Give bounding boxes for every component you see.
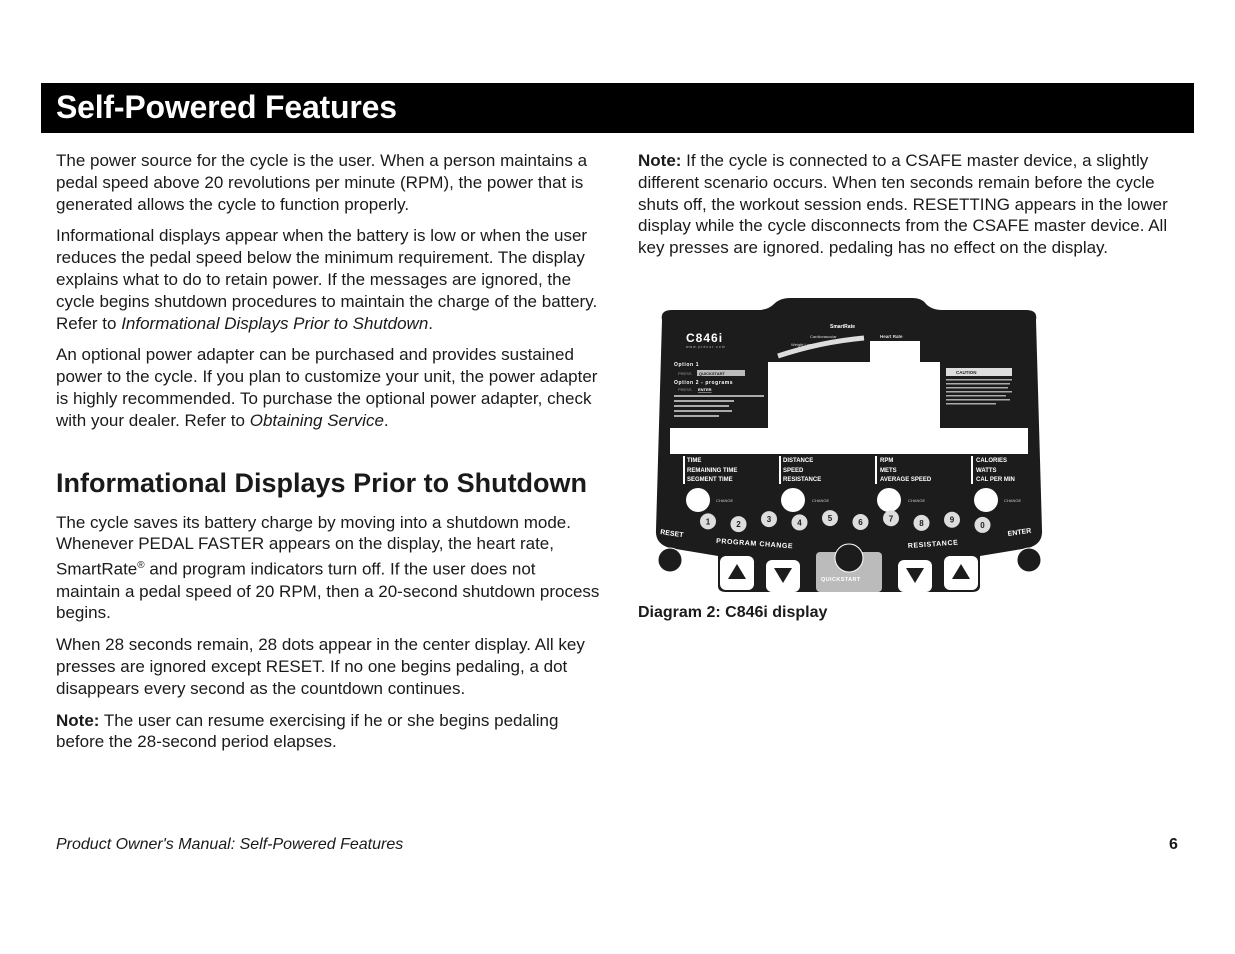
number-key-label: 6 (858, 518, 863, 528)
stat-segment-time: SEGMENT TIME (687, 477, 733, 483)
resistance-label: RESISTANCE (907, 539, 959, 550)
page-number: 6 (1169, 836, 1178, 853)
cardiovascular-label: Cardiovascular (810, 334, 837, 339)
program-change-label: PROGRAM CHANGE (715, 538, 794, 551)
paragraph-countdown: When 28 seconds remain, 28 dots appear in the center display. All key presses are ignored except RESET. If no one begins pedaling, a dot disappears every second as the countdown continues. (56, 635, 585, 698)
quickstart-button-label: QUICKSTART (821, 577, 861, 583)
reset-button[interactable] (658, 548, 682, 572)
number-key-label: 4 (797, 518, 802, 528)
reset-label: RESET (659, 529, 684, 540)
enter-button[interactable] (1017, 548, 1041, 572)
paragraph-power-adapter: An optional power adapter can be purchased and provides sustained power to the cycle. If you plan to customize your unit, the power adapter is highly recommended. To purchase the optional power adapter, check with your dealer. Refer to Obtaining Service. (56, 345, 598, 430)
smartrate-label: SmartRate (830, 324, 856, 330)
stat-rpm: RPM (880, 458, 894, 464)
title-bar (41, 83, 1194, 133)
change-label-3: CHANGE (908, 498, 926, 503)
left-column (56, 150, 601, 763)
section-heading: Informational Displays Prior to Shutdown (56, 467, 588, 498)
paragraph-shutdown-mode: The cycle saves its battery charge by moving into a shutdown mode. Whenever PEDAL FASTER appears on the display, the heart rate, SmartRate® and program indicators turn off. If the user does not maintain a pedal speed of 20 RPM, then a 20-second shutdown process begins. (56, 512, 600, 623)
option1-label: Option 1 (674, 362, 700, 368)
heart-rate-window (870, 341, 920, 365)
change-button-1[interactable] (686, 488, 710, 512)
note-resume: Note: The user can resume exercising if he or she begins pedaling before the 28-second period elapses. (56, 710, 559, 752)
website: www.precor.com (686, 345, 726, 349)
stat-calories: CALORIES (976, 458, 1008, 464)
right-column (638, 150, 1183, 269)
stat-mets: METS (880, 468, 897, 474)
number-key-label: 2 (736, 520, 741, 530)
stat-time: TIME (687, 458, 702, 464)
diagram-caption: Diagram 2: C846i display (638, 604, 828, 621)
number-key-label: 0 (980, 520, 985, 530)
change-button-4[interactable] (974, 488, 998, 512)
press-label-1: PRESS (678, 371, 692, 376)
link-informational-displays: Informational Displays Prior to Shutdown (121, 313, 429, 333)
stat-distance: DISTANCE (783, 458, 814, 464)
number-key-label: 1 (705, 517, 711, 527)
registered-mark: ® (137, 560, 145, 572)
enter-key-label: ENTER (698, 387, 712, 392)
quickstart-button[interactable] (835, 544, 863, 572)
note-csafe: Note: If the cycle is connected to a CSAFE master device, a slightly different scenario occurs. When ten seconds remain before the cycle shuts off, the workout session ends. RESETTING appears in the lower display while the cycle disconnects from the CSAFE master device. All key presses are ignored. pedaling has no effect on the display. (638, 151, 1168, 258)
c846i-display-diagram (650, 298, 1048, 592)
paragraph-informational-displays: Informational displays appear when the battery is low or when the user reduces the pedal speed below the minimum requirement. The display explains what to do to retain power. If the messages are ignored, the cycle begins shutdown procedures to maintain the charge of the battery. Refer to Informational Displays Prior to Shutdown. (56, 226, 598, 333)
change-label-1: CHANGE (716, 498, 734, 503)
quickstart-key-label: QUICKSTART (699, 371, 725, 376)
center-display-window (768, 362, 940, 432)
change-label-2: CHANGE (812, 498, 830, 503)
stat-watts: WATTS (976, 468, 997, 474)
model-name: C846i (686, 331, 724, 345)
caution-label: CAUTION (956, 370, 977, 375)
number-key-label: 5 (827, 514, 833, 524)
number-key-label: 8 (919, 518, 924, 528)
number-key-label: 3 (766, 515, 772, 525)
number-key-label: 9 (949, 515, 955, 525)
footer-title: Product Owner's Manual: Self-Powered Features (56, 836, 404, 853)
change-button-3[interactable] (877, 488, 901, 512)
enter-label: ENTER (1007, 527, 1032, 538)
note-label: Note: (56, 710, 100, 730)
option2-label: Option 2 - programs (674, 380, 734, 386)
link-obtaining-service: Obtaining Service (249, 410, 384, 430)
paragraph-power-source: The power source for the cycle is the user. When a person maintains a pedal speed above 20 revolutions per minute (RPM), the power that is generated allows the cycle to function properly. (56, 151, 588, 214)
lower-display-window (670, 428, 1028, 454)
page-title: Self-Powered Features (56, 89, 397, 125)
press-label-2: PRESS (678, 387, 692, 392)
stat-resistance: RESISTANCE (783, 477, 822, 483)
stat-speed: SPEED (783, 468, 804, 474)
stat-average-speed: AVERAGE SPEED (880, 477, 932, 483)
note-label: Note: (638, 151, 682, 170)
stat-remaining-time: REMAINING TIME (687, 468, 738, 474)
stat-cal-per-min: CAL PER MIN (976, 477, 1015, 483)
change-label-4: CHANGE (1004, 498, 1022, 503)
heart-rate-label: Heart Rate (880, 334, 903, 339)
weight-loss-label: Weight Loss (791, 342, 813, 347)
change-button-2[interactable] (781, 488, 805, 512)
number-key-label: 7 (888, 514, 894, 524)
